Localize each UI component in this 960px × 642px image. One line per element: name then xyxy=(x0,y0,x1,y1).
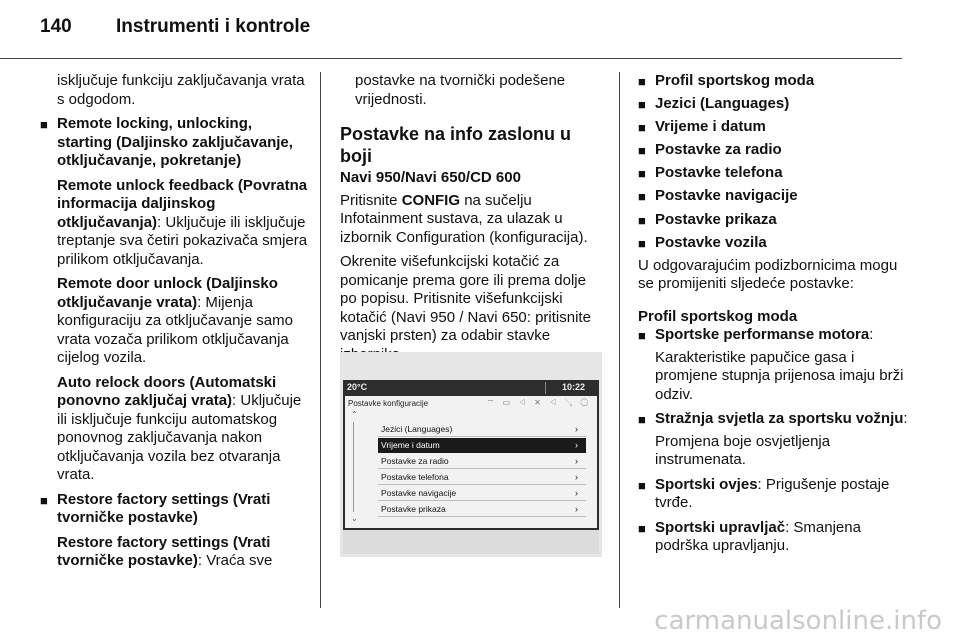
screen-bezel-bottom xyxy=(343,530,599,554)
bullet-square-icon: ■ xyxy=(40,117,48,132)
status-bar xyxy=(343,380,599,396)
settings-list-item xyxy=(638,164,908,183)
scroll-down-icon: ⌄ xyxy=(351,514,358,523)
chevron-right-icon: › xyxy=(575,504,578,514)
page-header xyxy=(40,16,310,50)
menu-item-label: Postavke navigacije xyxy=(381,488,457,498)
clock-readout: 10:22 xyxy=(561,382,585,392)
restore-factory-para xyxy=(40,534,310,571)
list-item-restore-factory xyxy=(40,491,310,528)
column-divider-1 xyxy=(320,72,321,608)
item-subtitle: Auto relock doors (Automatski ponovno zaključaj vrata) xyxy=(57,373,277,409)
bullet-square-icon: ■ xyxy=(638,328,646,344)
config-instruction xyxy=(340,192,606,248)
bullet-square-icon: ■ xyxy=(638,212,646,228)
status-icons: ⌔ ▭ ◁ ✕ ◁ ↘ ◯ xyxy=(486,398,591,407)
settings-list-item xyxy=(638,234,908,253)
bullet-square-icon: ■ xyxy=(638,189,646,205)
item-subtitle: Restore factory settings (Vrati tvorničke postavke) xyxy=(57,533,271,569)
settings-list-label: Postavke telefona xyxy=(655,164,783,182)
chapter-title: Instrumenti i kontrole xyxy=(116,16,311,37)
settings-list-label: Vrijeme i datum xyxy=(655,118,766,136)
sport-item-suspension xyxy=(638,476,908,513)
item-text: : Smanjena podrška upravljanju. xyxy=(655,518,861,555)
bullet-square-icon: ■ xyxy=(638,166,646,182)
continued-text: isključuje funkciju zaključavanja vrata s odgodom. xyxy=(57,72,305,108)
intro-text: U odgovarajućim podizbornicima mogu se promijeniti sljedeće postavke: xyxy=(638,256,898,293)
menu-title: Postavke konfiguracije xyxy=(348,399,429,408)
text-run: na sučelju Infotainment sustava, za ulazak u izbornik Configuration (konfiguracija). xyxy=(340,191,588,246)
settings-list-item xyxy=(638,72,908,91)
item-text: : Uključuje ili isključuje treptanje sva četiri pokazivača smjera prilikom otključavanja. xyxy=(57,213,308,268)
section-title: Postavke na info zaslonu u boji xyxy=(340,124,572,166)
temperature-readout: 20°C xyxy=(347,382,368,392)
sport-item-lights xyxy=(638,410,908,429)
sport-item-engine xyxy=(638,326,908,345)
watermark: carmanualsonline.info xyxy=(654,606,942,636)
menu-item-label: Vrijeme i datum xyxy=(381,440,440,450)
settings-list-item xyxy=(638,118,908,137)
bullet-square-icon: ■ xyxy=(638,143,646,159)
settings-list xyxy=(638,72,908,252)
bullet-square-icon: ■ xyxy=(638,477,646,493)
sport-item-steering xyxy=(638,519,908,556)
item-colon: : xyxy=(903,410,908,428)
settings-list-item xyxy=(638,211,908,230)
group-title: Profil sportskog moda xyxy=(638,307,798,325)
column-divider-2 xyxy=(619,72,620,608)
bullet-square-icon: ■ xyxy=(638,97,646,113)
settings-list-label: Jezici (Languages) xyxy=(655,95,790,113)
item-text: : Uključuje ili isključuje funkciju automatskog ponovnog zaključavanja nakon otključavanja vozila bez otvaranja vrata. xyxy=(57,392,302,483)
text-run: Pritisnite xyxy=(340,191,402,209)
item-colon: : xyxy=(869,326,874,344)
knob-instruction: Okrenite višefunkcijski kotačić za pomicanje prema gore ili prema dolje po popisu. Pritisnite višefunkcijski kotačić (Navi 950 / Navi 650: pritisnite vanjski prsten) za odabir stavke xyxy=(340,253,591,344)
menu-item-label: Postavke za radio xyxy=(381,456,449,466)
bullet-square-icon: ■ xyxy=(638,412,646,428)
item-title: Sportski upravljač xyxy=(655,518,786,536)
menu-item-label: Postavke telefona xyxy=(381,472,449,482)
auto-relock-para xyxy=(40,374,310,485)
chevron-right-icon: › xyxy=(575,424,578,434)
menu-panel xyxy=(345,396,597,528)
item-title: Restore factory settings (Vrati tvorničke postavke) xyxy=(57,490,271,526)
menu-item[interactable] xyxy=(378,438,586,453)
list-item-remote-locking xyxy=(40,115,310,171)
menu-item-label: Postavke prikaza xyxy=(381,504,446,514)
menu-item-label: Jezici (Languages) xyxy=(381,424,453,434)
chevron-right-icon: › xyxy=(575,472,578,482)
settings-list-label: Postavke navigacije xyxy=(655,187,798,205)
settings-list-item xyxy=(638,141,908,160)
display-screen xyxy=(343,380,599,530)
settings-list-label: Profil sportskog moda xyxy=(655,72,815,89)
item-title: Sportski ovjes xyxy=(655,475,758,493)
settings-list-label: Postavke vozila xyxy=(655,233,767,251)
infotainment-screenshot xyxy=(340,352,602,557)
page-number: 140 xyxy=(40,16,72,37)
item-text: Karakteristike papučice gasa i promjene stupnja prijenosa imaju brži odziv. xyxy=(655,348,904,403)
settings-list-item xyxy=(638,187,908,206)
config-key: CONFIG xyxy=(401,191,461,209)
bullet-square-icon: ■ xyxy=(638,520,646,536)
column-middle xyxy=(340,72,606,364)
item-text: : Vraća sve xyxy=(197,552,273,569)
bullet-square-icon: ■ xyxy=(40,492,48,508)
header-rule xyxy=(0,58,902,59)
item-subtitle: Remote door unlock (Daljinsko otključavanje vrata) xyxy=(57,275,278,311)
settings-list-item xyxy=(638,95,908,114)
scroll-up-icon: ⌃ xyxy=(351,410,358,419)
item-text: : Prigušenje postaje tvrđe. xyxy=(655,475,890,512)
remote-unlock-feedback-para xyxy=(40,177,310,270)
column-right xyxy=(638,72,908,556)
bullet-square-icon: ■ xyxy=(638,74,646,89)
remote-door-unlock-para xyxy=(40,275,310,368)
scrollbar xyxy=(353,422,358,512)
chevron-right-icon: › xyxy=(575,440,578,450)
item-subtitle: Remote unlock feedback (Povratna informacija daljinskog otključavanja) xyxy=(57,176,308,231)
continued-text: postavke na tvornički podešene vrijednosti. xyxy=(355,72,566,108)
chevron-right-icon: › xyxy=(575,488,578,498)
model-subtitle: Navi 950/Navi 650/CD 600 xyxy=(340,169,521,186)
menu-item[interactable] xyxy=(378,502,586,517)
menu-item[interactable] xyxy=(378,470,586,485)
status-separator xyxy=(545,382,546,394)
settings-list-label: Postavke prikaza xyxy=(655,210,777,228)
item-text: : Mijenja konfiguraciju za otključavanje samo vrata vozača prilikom otključavanja cijelog vozila. xyxy=(57,293,293,366)
bullet-square-icon: ■ xyxy=(638,235,646,251)
menu-item[interactable] xyxy=(378,486,586,501)
item-text: Promjena boje osvjetljenja instrumenata. xyxy=(655,432,831,469)
item-title: Sportske performanse motora xyxy=(655,326,870,344)
menu-item[interactable] xyxy=(378,422,586,437)
column-left xyxy=(40,72,310,571)
item-title: Stražnja svjetla za sportsku vožnju xyxy=(655,410,904,428)
item-title: Remote locking, unlocking, starting (Daljinsko zaključavanje, otključavanje, pokretanje) xyxy=(57,115,293,169)
chevron-right-icon: › xyxy=(575,456,578,466)
menu-item[interactable] xyxy=(378,454,586,469)
bullet-square-icon: ■ xyxy=(638,120,646,136)
settings-list-label: Postavke za radio xyxy=(655,141,782,159)
